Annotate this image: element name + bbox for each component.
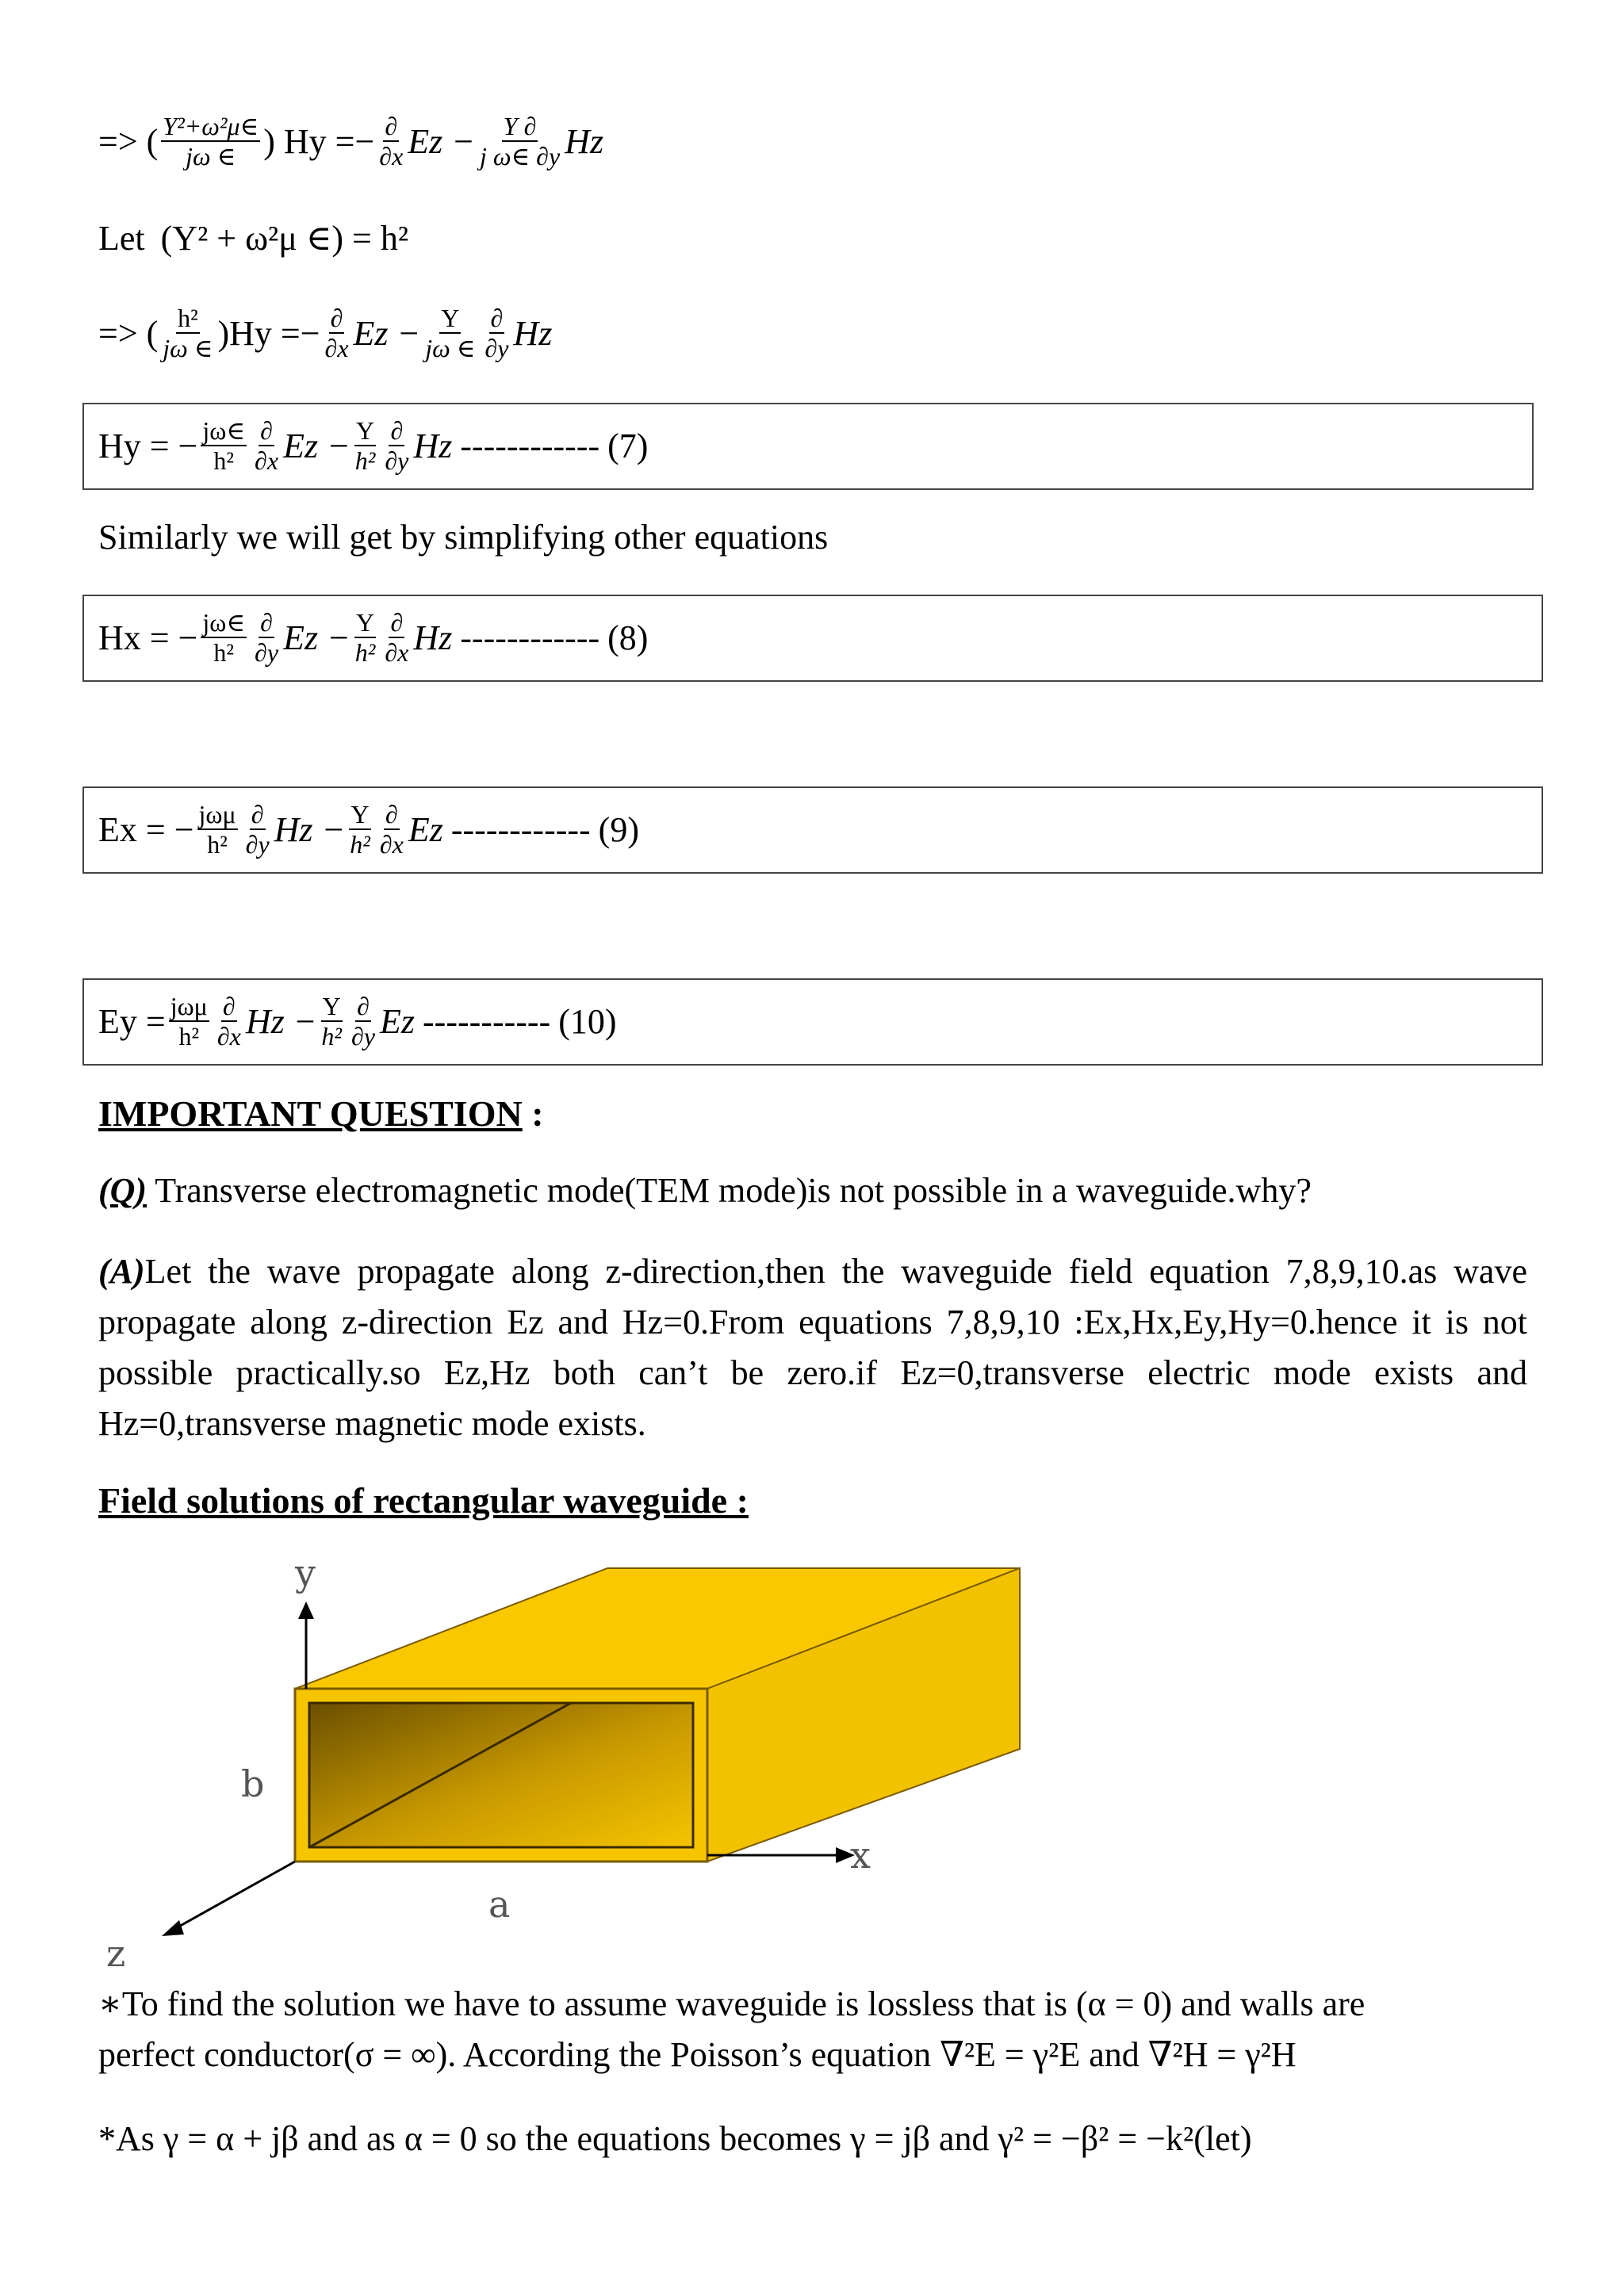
eq7-frac3-den: h² bbox=[354, 446, 376, 475]
eq9-frac2-den: ∂y bbox=[245, 830, 270, 859]
eq7-dashes: ------------ bbox=[460, 426, 600, 465]
eq10-frac3-num: Y bbox=[322, 992, 341, 1020]
eq-a-fraction-1 bbox=[161, 112, 260, 170]
y-axis-arrow-icon bbox=[298, 1601, 314, 1619]
eq9-term2: Ez bbox=[408, 809, 443, 849]
eq-a-fraction-3 bbox=[478, 112, 561, 170]
eq10-frac3 bbox=[320, 992, 343, 1050]
eq9-frac2-num: ∂ bbox=[251, 800, 264, 828]
field-solutions-heading: Field solutions of rectangular waveguide : bbox=[98, 1480, 749, 1521]
eq7-frac4-num: ∂ bbox=[390, 416, 404, 445]
eq9-term1: Hz − bbox=[274, 809, 346, 849]
eq8-frac1-num: jω∈ bbox=[202, 608, 246, 637]
equation-9 bbox=[98, 790, 639, 869]
eq-b-fraction-2 bbox=[324, 304, 350, 362]
eq9-frac4-num: ∂ bbox=[385, 800, 398, 828]
z-axis-line bbox=[176, 1862, 295, 1928]
eq-b-frac3-num: Y bbox=[441, 304, 460, 332]
eq-b-fraction-1 bbox=[161, 304, 214, 362]
eq10-frac1 bbox=[169, 992, 209, 1050]
eq9-frac1 bbox=[197, 800, 238, 859]
equation-hy-derivation-2 bbox=[98, 293, 552, 373]
important-heading-text: IMPORTANT QUESTION bbox=[98, 1093, 523, 1134]
eq7-frac1-num: jω∈ bbox=[202, 416, 246, 445]
eq-a-frac2-den: ∂x bbox=[379, 142, 404, 170]
equation-hy-derivation-1 bbox=[98, 101, 603, 181]
eq9-frac3-den: h² bbox=[350, 830, 370, 859]
eq8-frac2-den: ∂y bbox=[255, 638, 279, 667]
eq10-dashes: ----------- bbox=[423, 1001, 551, 1041]
eq-a-mid: ) Hy =− bbox=[263, 121, 375, 161]
eq-a-frac1-den: jω ∈ bbox=[186, 142, 236, 170]
eq9-number: (9) bbox=[598, 809, 639, 849]
label-z: z bbox=[106, 1932, 126, 1974]
eq10-frac2 bbox=[216, 992, 243, 1050]
eq-b-frac4-den: ∂y bbox=[485, 334, 509, 362]
eq8-dashes: ------------ bbox=[460, 618, 600, 657]
eq9-dashes: ------------ bbox=[450, 809, 591, 849]
eq9-frac3 bbox=[348, 800, 372, 859]
eq-a-frac1-num: Y²+ω²μ∈ bbox=[163, 112, 259, 140]
equation-8 bbox=[98, 598, 648, 677]
eq10-number: (10) bbox=[558, 1001, 617, 1041]
eq8-frac3-num: Y bbox=[356, 608, 375, 637]
important-heading-colon: : bbox=[522, 1093, 544, 1134]
eq10-term2: Ez bbox=[380, 1001, 416, 1041]
eq7-frac3-num: Y bbox=[356, 416, 375, 445]
eq10-frac1-den: h² bbox=[178, 1022, 200, 1050]
eq-b-term1: Ez − bbox=[353, 313, 421, 353]
eq9-frac4 bbox=[378, 800, 405, 859]
eq-b-frac1-num: h² bbox=[178, 304, 198, 332]
eq9-frac3-num: Y bbox=[350, 800, 370, 828]
eq-b-mid: )Hy =− bbox=[217, 313, 320, 353]
eq8-frac1 bbox=[201, 608, 247, 667]
solution-text-line-2: perfect conductor(σ = ∞). According the Poisson’s equation ∇²E = γ²E and ∇²H = γ²H bbox=[98, 2035, 1297, 2074]
eq-b-prefix: => ( bbox=[98, 313, 159, 353]
important-question-heading bbox=[98, 1093, 544, 1135]
eq8-lhs: Hx = − bbox=[98, 618, 198, 657]
eq-b-frac2-num: ∂ bbox=[330, 304, 343, 332]
eq-b-fraction-4 bbox=[483, 304, 510, 362]
eq-b-frac3-den: jω ∈ bbox=[425, 334, 476, 362]
label-y: y bbox=[295, 1552, 316, 1594]
eq7-frac3 bbox=[354, 416, 377, 475]
eq8-frac1-den: h² bbox=[213, 638, 235, 667]
eq8-frac4 bbox=[383, 608, 410, 667]
eq-a-term2: Hz bbox=[565, 121, 604, 161]
eq-a-prefix: => ( bbox=[98, 121, 159, 161]
rectangular-waveguide-figure bbox=[79, 1546, 1110, 1974]
eq8-frac3-den: h² bbox=[354, 638, 376, 667]
eq8-frac3 bbox=[354, 608, 377, 667]
eq8-term2: Hz bbox=[413, 618, 453, 657]
eq10-term1: Hz − bbox=[245, 1001, 317, 1041]
label-b: b bbox=[241, 1762, 265, 1805]
eq7-frac4-den: ∂y bbox=[385, 446, 409, 475]
similarly-text: Similarly we will get by simplifying other equations bbox=[98, 518, 829, 557]
eq10-frac3-den: h² bbox=[321, 1022, 343, 1050]
label-a: a bbox=[488, 1883, 511, 1926]
eq9-frac1-num: jωμ bbox=[198, 800, 236, 828]
answer-paragraph bbox=[98, 1246, 1527, 1449]
label-x: x bbox=[850, 1834, 871, 1877]
eq10-frac2-den: ∂x bbox=[216, 1022, 241, 1050]
eq10-frac4-num: ∂ bbox=[357, 992, 370, 1020]
eq-a-frac3-num: Y ∂ bbox=[503, 112, 537, 140]
waveguide-opening bbox=[309, 1703, 693, 1847]
eq10-frac4-den: ∂y bbox=[351, 1022, 376, 1050]
eq10-lhs: Ey = bbox=[98, 1001, 166, 1041]
eq8-frac2 bbox=[253, 608, 280, 667]
question-tag: (Q) bbox=[98, 1171, 147, 1210]
eq7-number: (7) bbox=[607, 426, 649, 465]
eq-b-frac4-num: ∂ bbox=[490, 304, 504, 332]
eq-a-fraction-2 bbox=[377, 112, 404, 170]
let-expression: (Y² + ω²μ ∈) = h² bbox=[160, 218, 409, 258]
eq7-frac2-num: ∂ bbox=[260, 416, 273, 445]
eq7-frac1-den: h² bbox=[213, 446, 235, 475]
answer-tag: (A) bbox=[98, 1252, 145, 1291]
eq8-frac2-num: ∂ bbox=[260, 608, 273, 637]
eq8-frac4-num: ∂ bbox=[390, 608, 404, 637]
equation-7 bbox=[98, 406, 648, 485]
eq8-term1: Ez − bbox=[283, 618, 350, 657]
question-paragraph bbox=[98, 1170, 1312, 1212]
eq7-term2: Hz bbox=[413, 426, 453, 465]
eq7-frac2-den: ∂x bbox=[255, 446, 279, 475]
eq8-number: (8) bbox=[607, 618, 649, 657]
eq9-lhs: Ex = − bbox=[98, 809, 194, 849]
answer-text: Let the wave propagate along z-direction,then the waveguide field equation 7,8,9,10.as wave propagate along z-direction Ez and Hz=0.From equations 7,8,9,10 :Ex,Hx,Ey,Hy=0.hence it is not possible practically.so Ez,Hz both can’t be zero.if Ez=0,transverse electric mode exists and Hz=0,transverse magnetic mode exists. bbox=[98, 1252, 1527, 1443]
equation-10 bbox=[98, 982, 617, 1061]
eq-b-fraction-3 bbox=[423, 304, 477, 362]
eq7-frac4 bbox=[383, 416, 410, 475]
eq7-frac2 bbox=[253, 416, 280, 475]
eq8-frac4-den: ∂x bbox=[385, 638, 409, 667]
eq9-frac4-den: ∂x bbox=[379, 830, 404, 859]
eq-a-term1: Ez − bbox=[408, 121, 475, 161]
eq7-term1: Ez − bbox=[283, 426, 350, 465]
eq9-frac2 bbox=[244, 800, 271, 859]
let-label: Let bbox=[98, 218, 145, 258]
eq-b-frac2-den: ∂x bbox=[324, 334, 349, 362]
z-axis-arrow-icon bbox=[162, 1920, 184, 1936]
eq-b-frac1-den: jω ∈ bbox=[163, 334, 213, 362]
let-line bbox=[98, 212, 408, 263]
solution-text-line-3: *As γ = α + jβ and as α = 0 so the equations becomes γ = jβ and γ² = −β² = −k²(let) bbox=[98, 2119, 1252, 2158]
eq10-frac4 bbox=[350, 992, 377, 1050]
eq7-frac1 bbox=[201, 416, 247, 475]
eq10-frac2-num: ∂ bbox=[222, 992, 236, 1020]
question-text: Transverse electromagnetic mode(TEM mode)is not possible in a waveguide.why? bbox=[147, 1171, 1312, 1210]
eq7-lhs: Hy = − bbox=[98, 426, 198, 465]
solution-text-line-1: ∗To find the solution we have to assume waveguide is lossless that is (α = 0) and walls are bbox=[98, 1984, 1365, 2023]
eq9-frac1-den: h² bbox=[207, 830, 228, 859]
eq-a-frac3-den: j ω∈ ∂y bbox=[479, 142, 561, 170]
eq10-frac1-num: jωμ bbox=[170, 992, 208, 1020]
eq-b-term2: Hz bbox=[513, 313, 553, 353]
eq-a-frac2-num: ∂ bbox=[385, 112, 398, 140]
